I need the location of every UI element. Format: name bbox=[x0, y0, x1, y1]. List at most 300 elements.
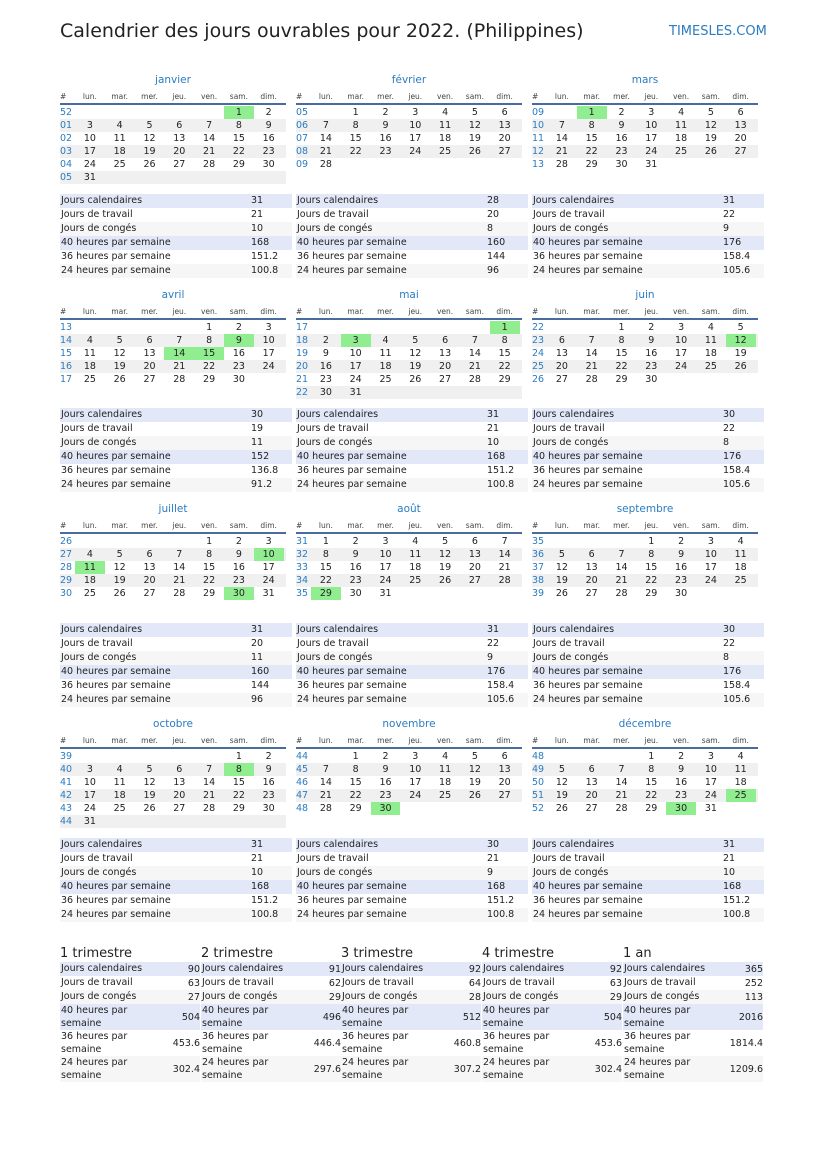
day-cell bbox=[135, 321, 165, 334]
weekday-header bbox=[60, 91, 286, 105]
day-cell: 29 bbox=[615, 374, 628, 385]
quarter-stat-label: 40 heures par semaine bbox=[624, 1005, 691, 1029]
weekday-label: dim. bbox=[732, 307, 749, 316]
day-cell bbox=[254, 815, 284, 828]
week-row bbox=[296, 763, 522, 776]
day-cell: 29 bbox=[232, 159, 245, 170]
day-cell: 17 bbox=[83, 790, 96, 801]
quarter-title: 4 trimestre bbox=[482, 946, 555, 961]
quarter-stat-row bbox=[341, 1030, 481, 1056]
week-number: 42 bbox=[60, 790, 73, 801]
day-cell bbox=[105, 171, 135, 184]
stat-value: 21 bbox=[487, 853, 500, 864]
day-cell: 17 bbox=[83, 146, 96, 157]
day-cell bbox=[400, 321, 430, 334]
stat-label: 40 heures par semaine bbox=[297, 881, 407, 892]
day-cell: 8 bbox=[322, 549, 329, 560]
month-calendar bbox=[532, 72, 758, 171]
day-cell: 25 bbox=[439, 146, 452, 157]
stat-value: 31 bbox=[251, 839, 264, 850]
day-cell: 16 bbox=[232, 562, 245, 573]
week-number: 39 bbox=[532, 588, 545, 599]
week-row bbox=[60, 171, 286, 184]
stat-value: 100.8 bbox=[487, 909, 515, 920]
quarter-summary bbox=[201, 945, 341, 1082]
stat-row bbox=[532, 194, 764, 208]
day-cell: 1 bbox=[352, 107, 359, 118]
weekday-label: lun. bbox=[318, 736, 333, 745]
stat-label: Jours calendaires bbox=[297, 409, 379, 420]
day-cell: 11 bbox=[83, 348, 96, 359]
month-grid bbox=[296, 735, 522, 815]
stat-value: 100.8 bbox=[251, 909, 279, 920]
weekday-label: sam. bbox=[701, 521, 720, 530]
quarter-stat-row bbox=[341, 976, 481, 990]
stat-row bbox=[296, 464, 528, 478]
week-row bbox=[60, 802, 286, 815]
day-cell: 27 bbox=[468, 575, 481, 586]
stat-value: 28 bbox=[487, 195, 500, 206]
day-cell: 10 bbox=[83, 777, 96, 788]
day-cell: 23 bbox=[262, 146, 275, 157]
quarter-stat-row bbox=[341, 962, 481, 976]
day-cell: 8 bbox=[501, 335, 508, 346]
day-cell bbox=[341, 158, 371, 171]
weekday-label: lun. bbox=[82, 307, 97, 316]
weekday-label: ven. bbox=[200, 92, 218, 101]
day-cell: 3 bbox=[86, 764, 93, 775]
day-cell: 22 bbox=[232, 790, 245, 801]
day-cell bbox=[696, 373, 726, 386]
quarter-stat-label: Jours de congés bbox=[202, 991, 278, 1002]
day-cell: 11 bbox=[439, 764, 452, 775]
quarter-stat-value: 496 bbox=[322, 1011, 341, 1023]
weekday-label: mer. bbox=[613, 307, 630, 316]
stat-label: Jours calendaires bbox=[533, 624, 615, 635]
day-cell: 5 bbox=[707, 107, 714, 118]
quarter-stat-label: Jours de travail bbox=[624, 977, 696, 988]
week-number: 20 bbox=[296, 361, 309, 372]
week-number: 06 bbox=[296, 120, 309, 131]
day-cell: 11 bbox=[379, 348, 392, 359]
day-cell: 18 bbox=[83, 575, 96, 586]
quarter-stat-label: Jours calendaires bbox=[342, 963, 424, 974]
stat-label: Jours de congés bbox=[533, 867, 609, 878]
weekday-label: mer. bbox=[141, 521, 158, 530]
day-cell bbox=[430, 158, 460, 171]
day-cell: 31 bbox=[645, 159, 658, 170]
day-cell bbox=[135, 171, 165, 184]
day-cell: 24 bbox=[83, 803, 96, 814]
day-cell: 7 bbox=[588, 335, 595, 346]
quarter-stat-row bbox=[201, 1030, 341, 1056]
day-cell: 2 bbox=[648, 322, 655, 333]
stat-row bbox=[532, 623, 764, 637]
stat-row bbox=[296, 436, 528, 450]
week-number: 44 bbox=[60, 816, 73, 827]
day-cell: 15 bbox=[645, 777, 658, 788]
quarter-stat-row bbox=[60, 976, 200, 990]
stat-value: 31 bbox=[487, 624, 500, 635]
weekday-label: mer. bbox=[613, 736, 630, 745]
holiday-cell: 1 bbox=[490, 321, 520, 334]
day-cell: 14 bbox=[468, 348, 481, 359]
day-cell: 27 bbox=[498, 146, 511, 157]
weekday-header bbox=[532, 520, 758, 534]
day-cell: 2 bbox=[235, 322, 242, 333]
stat-value: 144 bbox=[251, 680, 270, 691]
day-cell: 10 bbox=[349, 348, 362, 359]
stat-label: 40 heures par semaine bbox=[297, 451, 407, 462]
day-cell: 18 bbox=[113, 790, 126, 801]
weekday-label: jeu. bbox=[172, 521, 187, 530]
weekday-label: mer. bbox=[377, 307, 394, 316]
day-cell: 26 bbox=[143, 803, 156, 814]
day-cell: 23 bbox=[379, 146, 392, 157]
stat-row bbox=[532, 852, 764, 866]
stat-label: Jours calendaires bbox=[61, 195, 143, 206]
day-cell bbox=[430, 802, 460, 815]
stat-label: Jours de congés bbox=[297, 437, 373, 448]
weekday-label: dim. bbox=[496, 521, 513, 530]
day-cell: 2 bbox=[678, 751, 685, 762]
month-name: mai bbox=[399, 289, 419, 301]
stat-label: 40 heures par semaine bbox=[61, 881, 171, 892]
day-cell: 13 bbox=[143, 348, 156, 359]
stat-label: 24 heures par semaine bbox=[533, 909, 643, 920]
day-cell bbox=[254, 171, 284, 184]
day-cell: 4 bbox=[678, 107, 685, 118]
stat-value: 151.2 bbox=[487, 895, 515, 906]
stat-value: 176 bbox=[487, 666, 506, 677]
day-cell: 31 bbox=[379, 588, 392, 599]
weekday-label: dim. bbox=[260, 736, 277, 745]
day-cell: 17 bbox=[262, 562, 275, 573]
stat-row bbox=[296, 880, 528, 894]
month-stats bbox=[532, 838, 764, 922]
stat-row bbox=[532, 250, 764, 264]
week-row bbox=[60, 535, 286, 548]
stat-row bbox=[296, 408, 528, 422]
day-cell: 15 bbox=[319, 562, 332, 573]
day-cell: 27 bbox=[585, 588, 598, 599]
day-cell: 6 bbox=[501, 107, 508, 118]
week-row bbox=[296, 158, 522, 171]
quarter-stat-label: Jours de travail bbox=[202, 977, 274, 988]
week-number: 12 bbox=[532, 146, 545, 157]
stat-label: Jours calendaires bbox=[297, 624, 379, 635]
month-stats bbox=[60, 838, 292, 922]
day-cell: 1 bbox=[648, 751, 655, 762]
stat-label: 36 heures par semaine bbox=[61, 465, 171, 476]
day-cell: 10 bbox=[83, 133, 96, 144]
quarter-stat-row bbox=[482, 962, 622, 976]
day-cell: 16 bbox=[319, 361, 332, 372]
day-cell: 7 bbox=[322, 120, 329, 131]
day-cell: 4 bbox=[116, 764, 123, 775]
day-cell: 24 bbox=[409, 146, 422, 157]
day-cell: 19 bbox=[409, 361, 422, 372]
weekday-label: mar. bbox=[583, 736, 601, 745]
month-grid bbox=[296, 306, 522, 399]
day-cell: 26 bbox=[143, 159, 156, 170]
month-name: septembre bbox=[616, 503, 674, 515]
week-row bbox=[60, 360, 286, 373]
day-cell: 6 bbox=[737, 107, 744, 118]
stat-row bbox=[296, 693, 528, 707]
day-cell: 14 bbox=[173, 562, 186, 573]
day-cell: 9 bbox=[618, 120, 625, 131]
week-number: 48 bbox=[296, 803, 309, 814]
day-cell: 29 bbox=[645, 803, 658, 814]
day-cell: 1 bbox=[322, 536, 329, 547]
day-cell: 21 bbox=[615, 575, 628, 586]
day-cell: 10 bbox=[704, 764, 717, 775]
day-cell: 7 bbox=[176, 335, 183, 346]
week-row bbox=[296, 321, 522, 334]
day-cell: 19 bbox=[704, 133, 717, 144]
day-cell: 23 bbox=[379, 790, 392, 801]
stat-value: 100.8 bbox=[251, 265, 279, 276]
week-row bbox=[296, 360, 522, 373]
quarter-summary bbox=[623, 945, 763, 1082]
day-cell: 25 bbox=[113, 803, 126, 814]
stat-row bbox=[532, 665, 764, 679]
day-cell: 13 bbox=[439, 348, 452, 359]
week-row bbox=[532, 119, 758, 132]
day-cell: 19 bbox=[555, 575, 568, 586]
stat-label: Jours de travail bbox=[533, 209, 605, 220]
day-cell bbox=[430, 386, 460, 399]
month-name: août bbox=[397, 503, 421, 515]
week-number: 30 bbox=[60, 588, 73, 599]
weekday-label: mer. bbox=[613, 92, 630, 101]
week-row bbox=[296, 373, 522, 386]
stat-row bbox=[296, 894, 528, 908]
day-cell: 30 bbox=[645, 374, 658, 385]
quarter-stat-label: Jours calendaires bbox=[624, 963, 706, 974]
day-cell: 6 bbox=[146, 335, 153, 346]
week-number: 09 bbox=[532, 107, 545, 118]
day-cell: 15 bbox=[615, 348, 628, 359]
day-cell: 16 bbox=[349, 562, 362, 573]
stat-value: 22 bbox=[723, 423, 736, 434]
week-row bbox=[60, 587, 286, 600]
day-cell: 21 bbox=[615, 790, 628, 801]
month-stats bbox=[296, 194, 528, 278]
day-cell bbox=[105, 106, 135, 119]
weekday-label: sam. bbox=[465, 521, 484, 530]
week-number: 49 bbox=[532, 764, 545, 775]
week-number: 51 bbox=[532, 790, 545, 801]
quarter-stat-label: 24 heures par semaine bbox=[61, 1057, 128, 1081]
week-row bbox=[532, 373, 758, 386]
day-cell bbox=[607, 750, 637, 763]
week-row bbox=[296, 347, 522, 360]
weekday-label: lun. bbox=[554, 92, 569, 101]
day-cell: 28 bbox=[173, 374, 186, 385]
day-cell: 31 bbox=[349, 387, 362, 398]
quarter-stat-row bbox=[623, 1030, 763, 1056]
week-number: 23 bbox=[532, 335, 545, 346]
stat-label: 24 heures par semaine bbox=[297, 265, 407, 276]
day-cell: 1 bbox=[352, 751, 359, 762]
week-number: 11 bbox=[532, 133, 545, 144]
day-cell: 5 bbox=[471, 107, 478, 118]
week-number: 01 bbox=[60, 120, 73, 131]
week-number: 52 bbox=[532, 803, 545, 814]
week-number: 02 bbox=[60, 133, 73, 144]
day-cell: 2 bbox=[322, 335, 329, 346]
day-cell: 13 bbox=[468, 549, 481, 560]
day-cell: 20 bbox=[585, 790, 598, 801]
quarter-stat-value: 446.4 bbox=[313, 1037, 341, 1049]
day-cell bbox=[430, 587, 460, 600]
stat-label: 36 heures par semaine bbox=[297, 251, 407, 262]
day-cell: 14 bbox=[203, 133, 216, 144]
weekday-header bbox=[532, 735, 758, 749]
quarter-stat-row bbox=[341, 1056, 481, 1082]
brand-link[interactable]: TIMESLES.COM bbox=[669, 24, 767, 39]
weekday-label: mar. bbox=[111, 92, 129, 101]
day-cell bbox=[460, 587, 490, 600]
holiday-cell: 3 bbox=[341, 334, 371, 347]
stat-value: 136.8 bbox=[251, 465, 279, 476]
stat-label: Jours de congés bbox=[297, 652, 373, 663]
day-cell: 20 bbox=[468, 562, 481, 573]
day-cell: 6 bbox=[471, 536, 478, 547]
week-row bbox=[532, 535, 758, 548]
month-stats bbox=[532, 408, 764, 492]
day-cell: 27 bbox=[173, 159, 186, 170]
week-number: 29 bbox=[60, 575, 73, 586]
day-cell: 14 bbox=[615, 562, 628, 573]
day-cell: 20 bbox=[498, 777, 511, 788]
quarter-stat-row bbox=[201, 976, 341, 990]
week-number: 22 bbox=[296, 387, 309, 398]
stat-label: 24 heures par semaine bbox=[297, 909, 407, 920]
day-cell: 31 bbox=[704, 803, 717, 814]
day-cell: 3 bbox=[648, 107, 655, 118]
day-cell bbox=[696, 587, 726, 600]
quarter-stat-label: Jours de travail bbox=[483, 977, 555, 988]
quarter-stat-label: Jours de congés bbox=[61, 991, 137, 1002]
day-cell: 12 bbox=[468, 764, 481, 775]
stat-label: 24 heures par semaine bbox=[61, 479, 171, 490]
stat-label: Jours calendaires bbox=[61, 839, 143, 850]
day-cell: 16 bbox=[675, 777, 688, 788]
day-cell: 3 bbox=[678, 322, 685, 333]
weekday-label: ven. bbox=[672, 92, 690, 101]
stat-label: Jours calendaires bbox=[61, 624, 143, 635]
day-cell bbox=[547, 321, 577, 334]
stat-value: 96 bbox=[487, 265, 500, 276]
quarter-stat-value: 29 bbox=[328, 991, 341, 1003]
day-cell: 19 bbox=[555, 790, 568, 801]
weekday-label: jeu. bbox=[644, 92, 659, 101]
quarter-stat-label: 36 heures par semaine bbox=[342, 1031, 409, 1055]
day-cell bbox=[105, 535, 135, 548]
day-cell: 21 bbox=[555, 146, 568, 157]
day-cell: 27 bbox=[173, 803, 186, 814]
week-number: 37 bbox=[532, 562, 545, 573]
quarter-stat-row bbox=[482, 1056, 622, 1082]
quarter-title: 2 trimestre bbox=[201, 946, 274, 961]
day-cell: 25 bbox=[83, 588, 96, 599]
day-cell: 22 bbox=[349, 790, 362, 801]
day-cell: 30 bbox=[675, 588, 688, 599]
day-cell: 18 bbox=[734, 562, 747, 573]
day-cell bbox=[490, 386, 520, 399]
day-cell: 8 bbox=[648, 549, 655, 560]
week-number: 40 bbox=[60, 764, 73, 775]
month-name: février bbox=[391, 74, 427, 86]
day-cell bbox=[726, 373, 756, 386]
day-cell: 13 bbox=[498, 120, 511, 131]
weekday-label: jeu. bbox=[644, 521, 659, 530]
day-cell: 17 bbox=[379, 562, 392, 573]
day-cell: 4 bbox=[737, 536, 744, 547]
day-cell bbox=[105, 750, 135, 763]
day-cell: 29 bbox=[645, 588, 658, 599]
quarter-title: 1 an bbox=[623, 946, 652, 961]
day-cell: 8 bbox=[588, 120, 595, 131]
stat-row bbox=[60, 894, 292, 908]
week-row bbox=[532, 750, 758, 763]
stat-label: 36 heures par semaine bbox=[533, 251, 643, 262]
day-cell: 18 bbox=[379, 361, 392, 372]
week-row bbox=[296, 119, 522, 132]
week-row bbox=[532, 145, 758, 158]
stat-value: 152 bbox=[251, 451, 270, 462]
day-cell: 22 bbox=[232, 146, 245, 157]
quarter-stat-value: 302.4 bbox=[594, 1063, 622, 1075]
day-cell bbox=[311, 106, 341, 119]
day-cell: 24 bbox=[704, 790, 717, 801]
month-name: décembre bbox=[618, 718, 672, 730]
day-cell: 16 bbox=[262, 133, 275, 144]
month-name: avril bbox=[161, 289, 185, 301]
week-number: 36 bbox=[532, 549, 545, 560]
weekday-label: jeu. bbox=[408, 307, 423, 316]
stat-row bbox=[60, 194, 292, 208]
day-cell: 3 bbox=[707, 536, 714, 547]
week-row bbox=[60, 132, 286, 145]
day-cell: 14 bbox=[319, 777, 332, 788]
weekday-label: lun. bbox=[82, 92, 97, 101]
stat-row bbox=[532, 908, 764, 922]
day-cell: 28 bbox=[555, 159, 568, 170]
day-cell: 11 bbox=[734, 764, 747, 775]
weekday-label: # bbox=[532, 307, 539, 316]
quarter-stat-value: 92 bbox=[468, 963, 481, 975]
week-row bbox=[296, 802, 522, 815]
day-cell: 8 bbox=[648, 764, 655, 775]
week-number: 18 bbox=[296, 335, 309, 346]
stat-label: 24 heures par semaine bbox=[61, 909, 171, 920]
week-number: 46 bbox=[296, 777, 309, 788]
day-cell: 19 bbox=[143, 790, 156, 801]
day-cell bbox=[460, 321, 490, 334]
stat-label: 36 heures par semaine bbox=[61, 680, 171, 691]
day-cell bbox=[164, 815, 194, 828]
stat-value: 151.2 bbox=[723, 895, 751, 906]
weekday-label: ven. bbox=[436, 92, 454, 101]
day-cell: 1 bbox=[648, 536, 655, 547]
quarter-stat-value: 453.6 bbox=[172, 1037, 200, 1049]
day-cell: 26 bbox=[555, 588, 568, 599]
stat-row bbox=[60, 264, 292, 278]
